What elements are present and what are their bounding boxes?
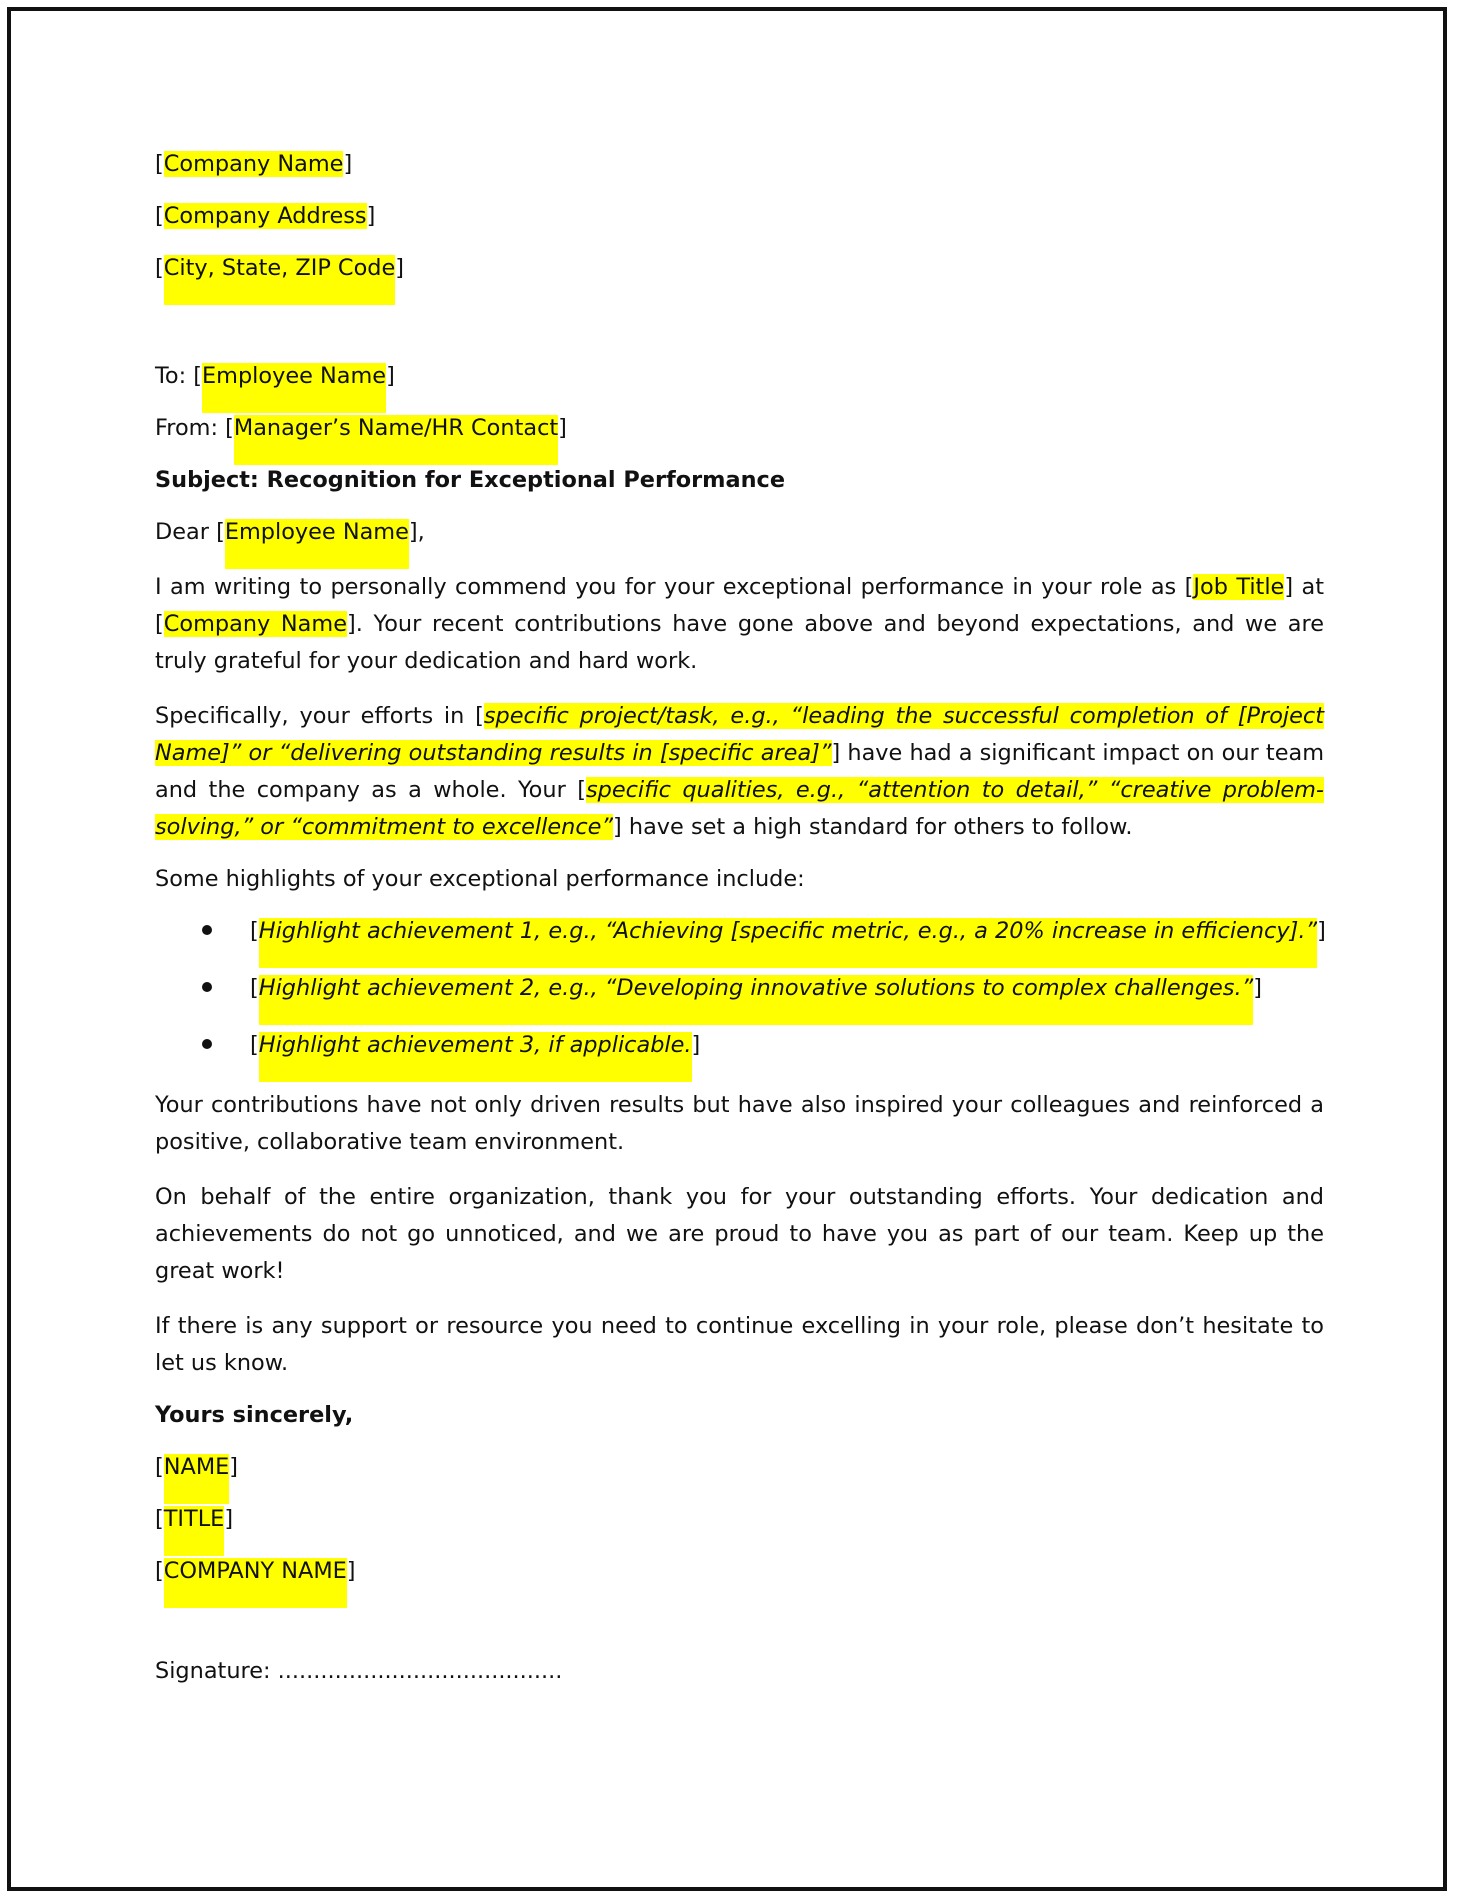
- company-name-placeholder: Company Name: [163, 151, 344, 177]
- highlight-placeholder: Highlight achievement 2, e.g., “Developing innovative solutions to complex challenges.”: [259, 975, 1253, 1025]
- to-label: To:: [155, 363, 194, 389]
- paragraph-specifics: Specifically, your efforts in [specific project/task, e.g., “leading the successful completion of [Project Name]” or “delivering outstanding results in [specific area]”] have had a significant impact on our team and the company as a whole. Your [specific qualities, e.g., “attention to detail,” “creative problem-solving,” or “commitment to excellence”] have set a high standard for others to follow.: [155, 703, 1325, 840]
- paragraph-thanks: On behalf of the entire organization, thank you for your outstanding efforts. Your dedication and achievements do not go unnoticed, and we are proud to have you as part of our team. Keep up the great work!: [155, 1184, 1324, 1284]
- bullet-icon: [202, 1039, 212, 1049]
- from-line: From: [Manager’s Name/HR Contact]: [155, 413, 1324, 443]
- paragraph-text: ] have had a significant impact on our team and the company as a whole. Your: [155, 740, 1325, 803]
- paragraph-support: If there is any support or resource you need to continue excelling in your role, please don’t hesitate to let us know.: [155, 1313, 1324, 1376]
- sign-name-placeholder: NAME: [164, 1454, 230, 1504]
- job-title-placeholder: Job Title: [1193, 574, 1285, 600]
- to-placeholder: Employee Name: [202, 363, 386, 413]
- city-state-zip-line: [City, State, ZIP Code]: [155, 253, 1324, 283]
- sign-title-placeholder: TITLE: [164, 1506, 225, 1556]
- salutation-suffix: ],: [408, 519, 425, 545]
- highlight-placeholder: Highlight achievement 3, if applicable.: [259, 1032, 692, 1082]
- company-name-line: [Company Name]: [155, 151, 353, 177]
- salutation-prefix: Dear: [155, 519, 217, 545]
- highlights-intro: Some highlights of your exceptional performance include:: [155, 866, 805, 892]
- highlight-placeholder: Highlight achievement 1, e.g., “Achieving [specific metric, e.g., a 20% increase in efficiency].”: [259, 918, 1317, 968]
- paragraph-text: ] at: [1284, 574, 1324, 600]
- city-state-zip-placeholder: City, State, ZIP Code: [164, 255, 396, 305]
- closing: Yours sincerely,: [155, 1402, 354, 1428]
- signature-line: Signature: ........................................: [155, 1658, 563, 1684]
- letter-body: [155, 149, 1324, 1686]
- list-item: [Highlight achievement 2, e.g., “Developing innovative solutions to complex challenges.”]: [155, 973, 1324, 1003]
- paragraph-text: I am writing to personally commend you for your exceptional performance in your role as: [155, 574, 1185, 600]
- paragraph-contributions: Your contributions have not only driven results but have also inspired your colleagues and reinforced a positive, collaborative team environment.: [155, 1092, 1324, 1155]
- subject-line: Subject: Recognition for Exceptional Performance: [155, 467, 786, 493]
- company-address-line: [Company Address]: [155, 203, 376, 229]
- salutation: Dear [Employee Name],: [155, 517, 1324, 547]
- sign-title-line: [TITLE]: [155, 1504, 1324, 1534]
- sign-company-line: [COMPANY NAME]: [155, 1556, 1324, 1586]
- to-line: To: [Employee Name]: [155, 361, 1324, 391]
- from-placeholder: Manager’s Name/HR Contact: [234, 415, 558, 465]
- sign-company-placeholder: COMPANY NAME: [164, 1558, 347, 1608]
- company-address-placeholder: Company Address: [163, 203, 367, 229]
- salutation-name-placeholder: Employee Name: [225, 519, 409, 569]
- company-name-inline-placeholder: Company Name: [163, 611, 347, 637]
- paragraph-commendation: I am writing to personally commend you for your exceptional performance in your role as [Job Title] at [Company Name]. Your recent contributions have gone above and beyond expectations, and we are truly grateful for your dedication and hard work.: [155, 574, 1324, 674]
- bullet-icon: [202, 925, 212, 935]
- highlights-list: [155, 916, 1324, 1060]
- list-item: [Highlight achievement 1, e.g., “Achieving [specific metric, e.g., a 20% increase in efficiency].”]: [155, 916, 1324, 946]
- project-task-placeholder: specific project/task, e.g., “leading the successful completion of [Project Name]” or “delivering outstanding results in [specific area]”: [155, 703, 1324, 766]
- sign-name-line: [NAME]: [155, 1452, 1324, 1482]
- list-item: [Highlight achievement 3, if applicable.]: [155, 1030, 1324, 1060]
- spacer: [155, 305, 1324, 361]
- paragraph-text: ]. Your recent contributions have gone above and beyond expectations, and we are truly grateful for your dedication and hard work.: [155, 611, 1324, 674]
- bullet-icon: [202, 982, 212, 992]
- from-label: From:: [155, 415, 226, 441]
- paragraph-text: ] have set a high standard for others to follow.: [613, 814, 1133, 840]
- letter-page: [7, 7, 1447, 1891]
- qualities-placeholder: specific qualities, e.g., “attention to detail,” “creative problem-solving,” or “commitment to excellence”: [155, 777, 1325, 840]
- paragraph-text: Specifically, your efforts in: [155, 703, 476, 729]
